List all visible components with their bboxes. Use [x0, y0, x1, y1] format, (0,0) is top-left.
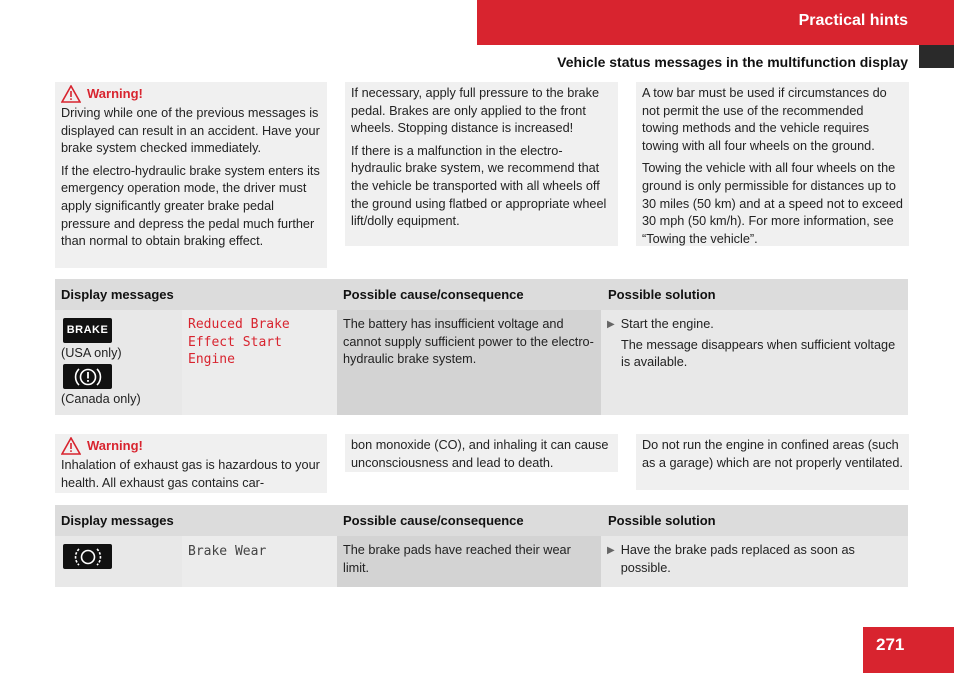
table-header-row [55, 505, 908, 536]
brake-wear-icon [63, 544, 112, 569]
column-header: Possible cause/consequence [343, 287, 524, 302]
warning-triangle-icon [61, 85, 81, 103]
solution-cell [601, 536, 908, 587]
warning-box-2 [345, 82, 618, 246]
warning-paragraph: If the electro-hydraulic brake system enters its emergency operation mode, the driver must apply significantly greater brake pedal pressure and depress the pedal much further than normal to obtain braking effect. [61, 163, 320, 249]
solution-step-text: Have the brake pads replaced as soon as possible. [620, 543, 855, 575]
message-line: Reduced Brake [188, 317, 290, 332]
column-header: Possible solution [608, 513, 716, 528]
display-icon-cell [55, 536, 182, 587]
cause-cell: The brake pads have reached their wear limit. [337, 536, 601, 587]
warning-header [61, 85, 321, 103]
column-header: Possible solution [608, 287, 716, 302]
display-icon-cell [55, 310, 182, 415]
warning-paragraph: Towing the vehicle with all four wheels on the ground is only permissible for distances up to 30 miles (50 km) and at a speed not to exceed 30 mph (50 km/h). For more information, see “Towing the vehicle”. [642, 161, 903, 246]
exhaust-warning-box-3 [636, 434, 909, 490]
warning-header [61, 437, 321, 455]
bullet-arrow-icon: ▶ [607, 319, 615, 330]
column-header: Display messages [61, 287, 174, 302]
warning-paragraph: A tow bar must be used if circumstances do not permit the use of the recommended towing methods and the vehicle requires towing with all four wheels on the ground. [642, 86, 887, 153]
warning-label: Warning! [87, 438, 143, 454]
warning-triangle-icon [61, 437, 81, 455]
brake-circle-exclamation-icon [63, 364, 112, 389]
warning-paragraph: Driving while one of the previous messages is displayed can result in an accident. Have your brake system checked immediately. [61, 106, 320, 156]
solution-step-text: Start the engine. [620, 317, 714, 331]
brake-text-icon [63, 318, 112, 343]
column-header: Display messages [61, 513, 174, 528]
messages-table-2 [55, 505, 908, 587]
column-header: Possible cause/consequence [343, 513, 524, 528]
warning-paragraph: If necessary, apply full pressure to the brake pedal. Brakes are only applied to the front wheels. Stopping distance is increased! [351, 86, 600, 136]
usa-only-label: (USA only) [61, 346, 122, 360]
message-line: Effect Start [188, 334, 282, 350]
section-title: Practical hints [798, 12, 908, 29]
exhaust-warning-box-1 [55, 434, 327, 493]
page-number: 271 [876, 635, 905, 654]
warning-paragraph: Do not run the engine in confined areas (such as a garage) which are not properly ventilated. [642, 438, 903, 470]
warning-paragraph: bon monoxide (CO), and inhaling it can cause unconsciousness and lead to death. [351, 438, 609, 470]
message-line: Engine [188, 352, 235, 368]
warning-label: Warning! [87, 86, 143, 102]
solution-step [607, 316, 902, 334]
solution-note: The message disappears when sufficient voltage is available. [621, 337, 896, 370]
solution-step [607, 542, 902, 577]
bullet-arrow-icon: ▶ [607, 545, 615, 556]
warning-paragraph: Inhalation of exhaust gas is hazardous to your health. All exhaust gas contains car- [61, 458, 320, 490]
warning-box-3 [636, 82, 909, 246]
messages-table-1 [55, 279, 908, 415]
brake-icon-text: BRAKE [66, 323, 109, 336]
exhaust-warning-box-2 [345, 434, 618, 472]
table-header-row [55, 279, 908, 310]
display-message-cell [182, 310, 337, 415]
warning-paragraph: If there is a malfunction in the electro-hydraulic brake system, we recommend that the vehicle be transported with all wheels off the ground using flatbed or appropriate wheel lift/dolly equipment. [351, 143, 607, 229]
warning-box-1 [55, 82, 327, 268]
display-message-cell [182, 536, 337, 587]
canada-only-label: (Canada only) [61, 392, 141, 406]
message-line: Brake Wear [188, 544, 267, 559]
solution-cell [601, 310, 908, 415]
side-tab-marker [919, 45, 954, 68]
cause-cell: The battery has insufficient voltage and cannot supply sufficient power to the electro-hydraulic brake system. [337, 310, 601, 415]
page-subtitle: Vehicle status messages in the multifunction display [557, 54, 908, 70]
